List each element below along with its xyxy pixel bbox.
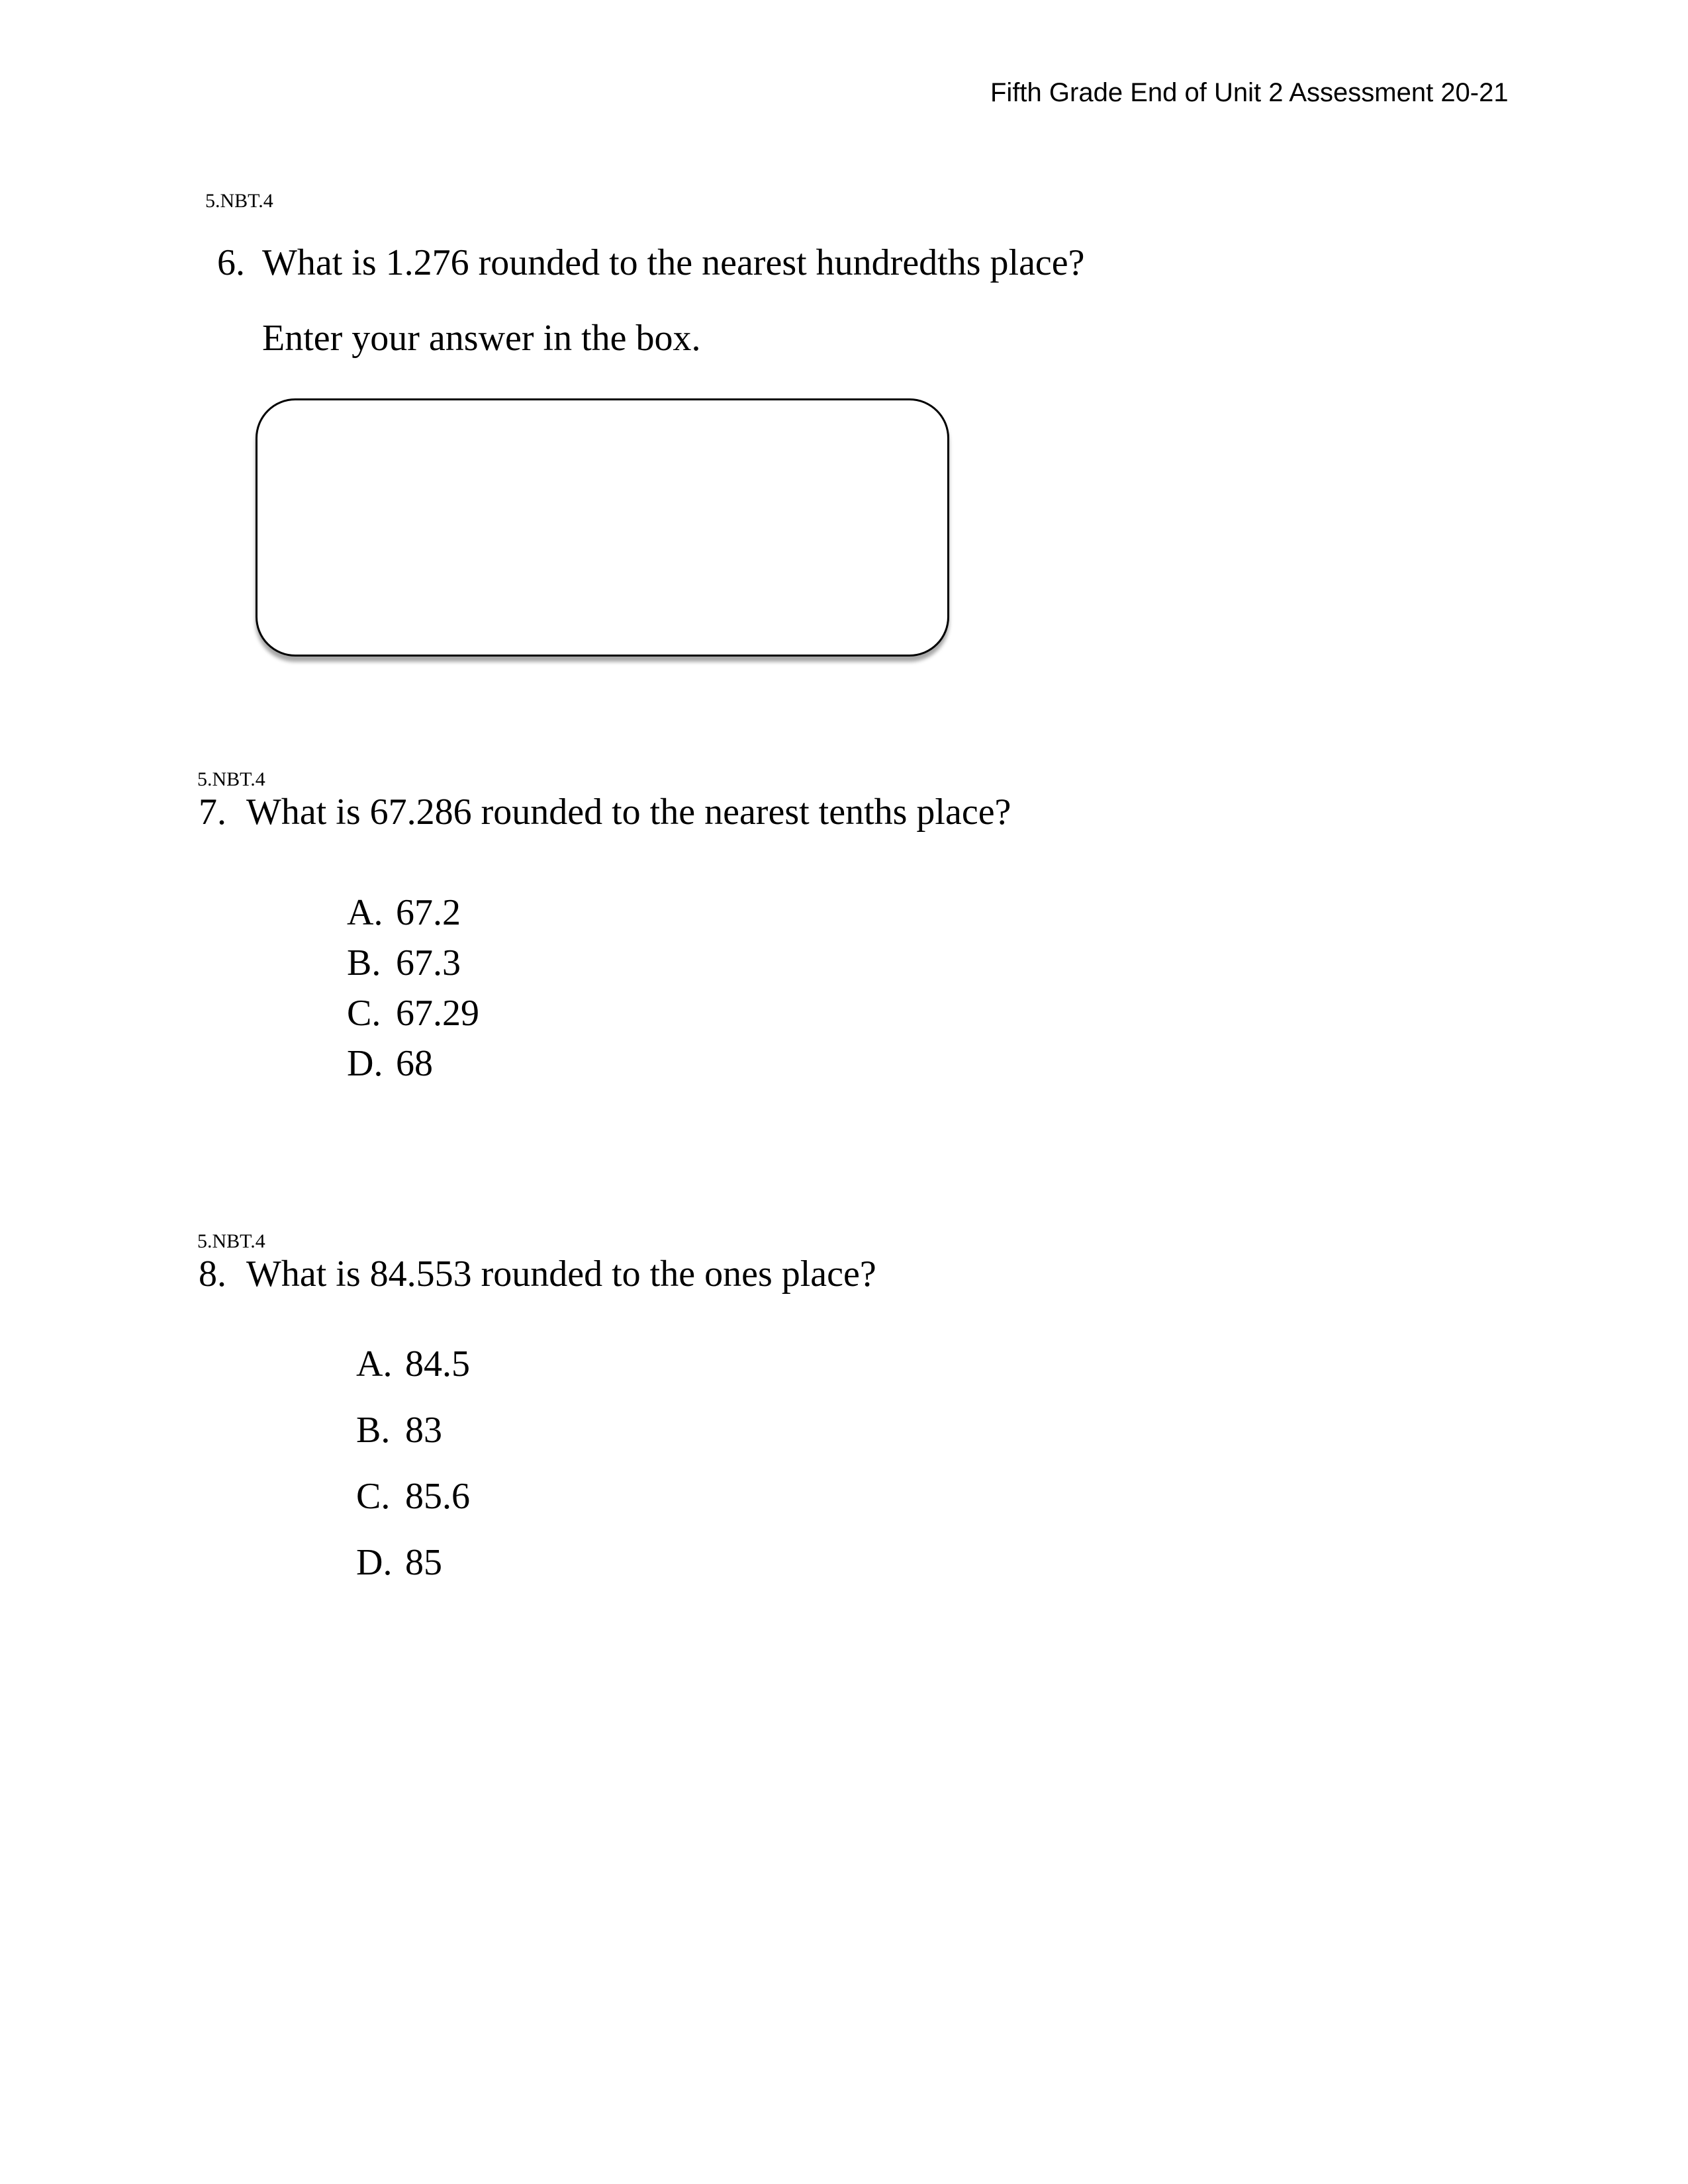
answer-input-box[interactable] [256,398,949,657]
choice-letter: A. [347,892,383,933]
question-7-choice-a[interactable] [347,891,461,934]
choice-value: 67.2 [396,892,461,933]
choice-value: 84.5 [405,1343,470,1385]
question-7-standard: 5.NBT.4 [197,768,265,790]
choice-letter: B. [347,942,381,983]
question-7-choice-b[interactable] [347,941,461,985]
question-6-prompt [217,241,1085,285]
choice-value: 68 [396,1043,433,1084]
question-7-number: 7. [199,792,226,833]
question-8-choice-d[interactable] [356,1541,442,1584]
question-7-text: What is 67.286 rounded to the nearest tenths place? [246,792,1011,833]
choice-letter: D. [356,1542,393,1583]
question-8-text: What is 84.553 rounded to the ones place? [246,1253,876,1295]
choice-value: 85 [405,1542,442,1583]
question-7-choice-c[interactable] [347,991,479,1035]
question-6-number: 6. [217,242,245,283]
choice-letter: A. [356,1343,393,1385]
question-8-choice-b[interactable] [356,1408,442,1452]
choice-letter: C. [347,993,381,1034]
choice-letter: C. [356,1476,391,1517]
question-8-prompt [199,1252,876,1296]
choice-letter: B. [356,1410,391,1451]
question-6-instruction: Enter your answer in the box. [262,318,701,359]
question-7-prompt [199,790,1011,834]
choice-value: 67.3 [396,942,461,983]
question-6-standard: 5.NBT.4 [205,190,273,212]
choice-value: 83 [405,1410,442,1451]
question-7-choice-d[interactable] [347,1042,433,1085]
question-8-number: 8. [199,1253,226,1295]
question-8-choice-a[interactable] [356,1342,470,1386]
question-6-text: What is 1.276 rounded to the nearest hundredths place? [262,242,1085,283]
question-8-standard: 5.NBT.4 [197,1230,265,1252]
choice-letter: D. [347,1043,383,1084]
question-8-choice-c[interactable] [356,1475,470,1518]
choice-value: 67.29 [396,993,479,1034]
page-header-title: Fifth Grade End of Unit 2 Assessment 20-21 [990,78,1509,107]
choice-value: 85.6 [405,1476,470,1517]
